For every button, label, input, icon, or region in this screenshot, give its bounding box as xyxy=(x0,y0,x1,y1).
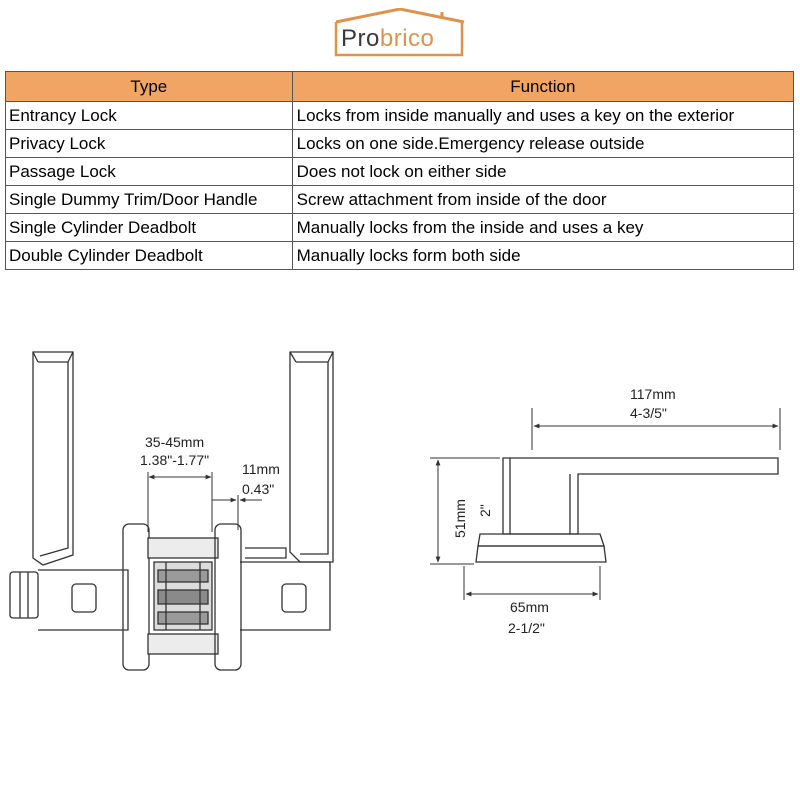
cell-type: Entrancy Lock xyxy=(6,102,293,130)
header-type: Type xyxy=(6,72,293,102)
table-row xyxy=(6,102,794,130)
cell-type: Privacy Lock xyxy=(6,130,293,158)
cell-function: Manually locks from the inside and uses a key xyxy=(292,214,793,242)
door-thickness-in-label: 1.38"-1.77" xyxy=(140,452,210,468)
right-arm-shape xyxy=(240,562,330,630)
table-row xyxy=(6,214,794,242)
latch-body-shape xyxy=(148,538,218,654)
left-lever-shape xyxy=(33,352,73,565)
right-rose-shape xyxy=(215,524,241,670)
table-row xyxy=(6,158,794,186)
right-lever-shape xyxy=(245,352,333,562)
table-row xyxy=(6,130,794,158)
rose-in-label: 0.43" xyxy=(242,481,275,497)
base-mm-label: 65mm xyxy=(510,599,549,615)
cell-type: Single Dummy Trim/Door Handle xyxy=(6,186,293,214)
header-function: Function xyxy=(292,72,793,102)
table-row xyxy=(6,242,794,270)
cell-function: Manually locks form both side xyxy=(292,242,793,270)
brand-name xyxy=(341,24,434,54)
lock-type-table xyxy=(5,71,794,270)
height-in-label: 2" xyxy=(477,504,493,517)
lever-dimension-diagram xyxy=(0,300,800,680)
brand-name-part1: Pro xyxy=(341,25,380,52)
lever-length-mm-label: 117mm xyxy=(630,386,676,402)
door-thickness-mm-label: 35-45mm xyxy=(145,434,205,450)
left-arm-shape xyxy=(38,570,128,630)
rose-base-shape xyxy=(476,534,606,562)
cell-function: Locks on one side.Emergency release outside xyxy=(292,130,793,158)
cell-type: Double Cylinder Deadbolt xyxy=(6,242,293,270)
lever-profile-shape xyxy=(503,458,778,534)
cell-function: Screw attachment from inside of the door xyxy=(292,186,793,214)
left-rose-shape xyxy=(123,524,149,670)
rose-mm-label: 11mm xyxy=(242,461,280,477)
lever-length-in-label: 4-3/5" xyxy=(630,405,667,421)
profile-view-drawing xyxy=(476,458,778,562)
table-header-row xyxy=(6,72,794,102)
brand-logo xyxy=(334,8,466,58)
cell-function: Locks from inside manually and uses a key on the exterior xyxy=(292,102,793,130)
cell-type: Passage Lock xyxy=(6,158,293,186)
height-mm-label: 51mm xyxy=(452,499,468,538)
base-width-dimension xyxy=(464,566,600,600)
base-in-label: 2-1/2" xyxy=(508,620,545,636)
table-row xyxy=(6,186,794,214)
section-view-drawing xyxy=(10,352,333,670)
cell-function: Does not lock on either side xyxy=(292,158,793,186)
brand-name-part2: brico xyxy=(379,25,435,52)
cell-type: Single Cylinder Deadbolt xyxy=(6,214,293,242)
thumb-turn-shape xyxy=(10,572,38,618)
